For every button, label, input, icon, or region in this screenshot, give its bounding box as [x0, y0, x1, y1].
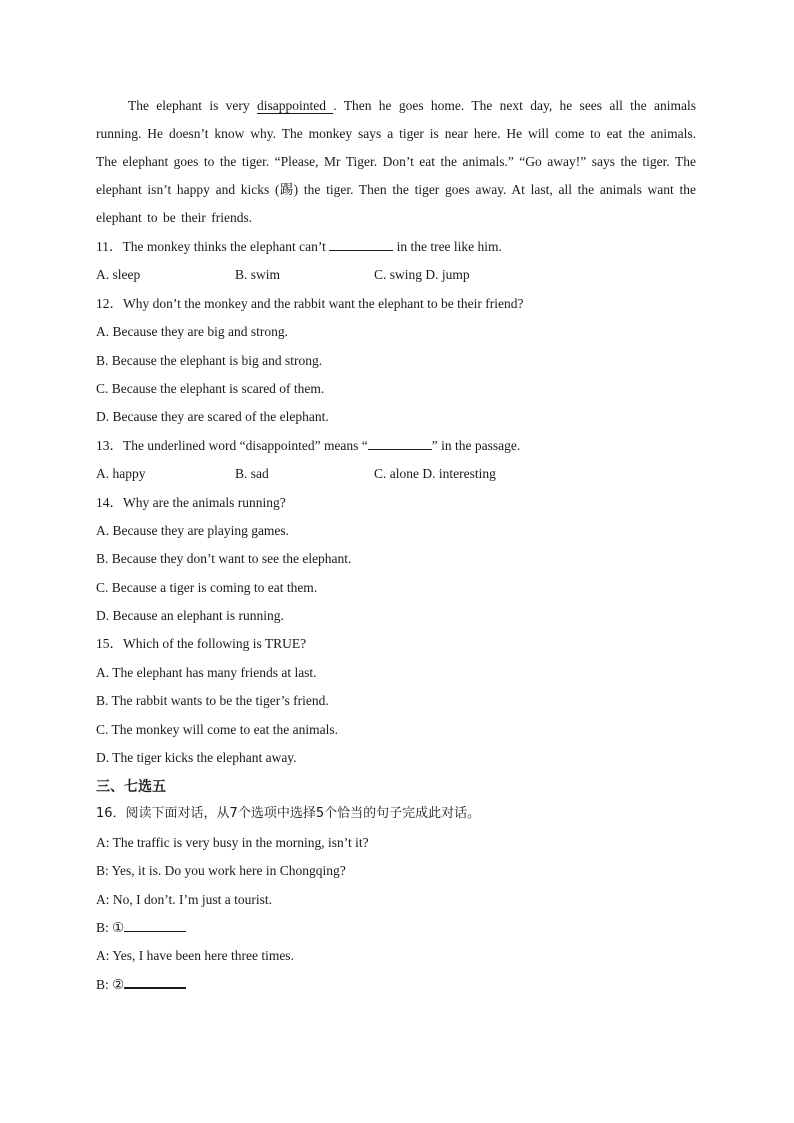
- option-b: B. swim: [235, 267, 281, 283]
- question-11-stem: [96, 233, 696, 261]
- question-13-stem: [96, 432, 696, 460]
- dialogue-line-blank-2: [96, 971, 696, 999]
- dialogue-line-blank-1: [96, 914, 696, 942]
- option-a: A. Because they are playing games.: [96, 522, 290, 538]
- option-a: A. The elephant has many friends at last.: [96, 664, 317, 680]
- underlined-word: disappointed: [256, 98, 334, 113]
- dialogue-line: A: Yes, I have been here three times.: [96, 948, 294, 964]
- answer-blank: [329, 236, 393, 251]
- option-d: D. Because they are scared of the elephant.: [96, 409, 329, 425]
- option-c: C. Because a tiger is coming to eat them.: [96, 579, 318, 595]
- option-b: B. The rabbit wants to be the tiger’s friend.: [96, 693, 329, 709]
- question-15-stem: 15．Which of the following is TRUE?: [96, 636, 307, 652]
- option-b: B. sad: [235, 466, 269, 482]
- passage-text-start: The elephant is very: [128, 98, 257, 113]
- answer-blank: [368, 435, 432, 450]
- option-a: A. sleep: [96, 267, 141, 283]
- option-d: D. The tiger kicks the elephant away.: [96, 750, 297, 766]
- dialogue-line: A: No, I don’t. I’m just a tourist.: [96, 891, 272, 907]
- question-13-options: [96, 460, 696, 488]
- dialogue-line: B: Yes, it is. Do you work here in Chongqing?: [96, 863, 346, 879]
- dialogue-speaker: B: ①: [96, 919, 125, 935]
- option-c-d: C. swing D. jump: [374, 267, 470, 283]
- answer-blank: [124, 917, 186, 932]
- option-a: A. happy: [96, 466, 146, 482]
- option-c: C. The monkey will come to eat the animals.: [96, 721, 338, 737]
- option-a: A. Because they are big and strong.: [96, 324, 288, 340]
- dialogue-speaker: B: ②: [96, 976, 125, 992]
- question-12-stem: 12．Why don’t the monkey and the rabbit want the elephant to be their friend?: [96, 295, 524, 311]
- question-14-stem: 14．Why are the animals running?: [96, 494, 286, 510]
- option-b: B. Because they don’t want to see the elephant.: [96, 551, 352, 567]
- dialogue-line: A: The traffic is very busy in the morning, isn’t it?: [96, 834, 369, 850]
- passage-text-rest: . Then he goes home. The next day, he sees all the animals running. He doesn’t know why. The monkey says a tiger is near here. He will come to eat the animals. The elephant goes to the tiger. “Please, Mr Tiger. Don’t eat the animals.” “Go away!” says the tiger. The elephant isn’t happy and kicks (踢) the tiger. Then the tiger goes away. At last, all the animals want the elephant to be their friends.: [96, 98, 696, 225]
- option-d: D. Because an elephant is running.: [96, 608, 284, 624]
- option-c-d: C. alone D. interesting: [374, 466, 496, 482]
- question-11-stem-part2: in the tree like him.: [393, 239, 502, 254]
- answer-blank: [124, 973, 186, 989]
- question-16-stem: 16．阅读下面对话，从7个选项中选择5个恰当的句子完成此对话。: [96, 806, 481, 822]
- section-heading: 三、七选五: [96, 779, 166, 796]
- reading-passage: [96, 92, 696, 232]
- document-page: [96, 92, 696, 999]
- question-11-options: [96, 261, 696, 289]
- question-11-stem-part1: 11．The monkey thinks the elephant can’t: [96, 239, 330, 254]
- question-13-stem-part2: ” in the passage.: [431, 437, 521, 453]
- question-13-stem-part1: 13．The underlined word “disappointed” means “: [96, 437, 368, 453]
- option-b: B. Because the elephant is big and strong.: [96, 352, 323, 368]
- option-c: C. Because the elephant is scared of them.: [96, 380, 325, 396]
